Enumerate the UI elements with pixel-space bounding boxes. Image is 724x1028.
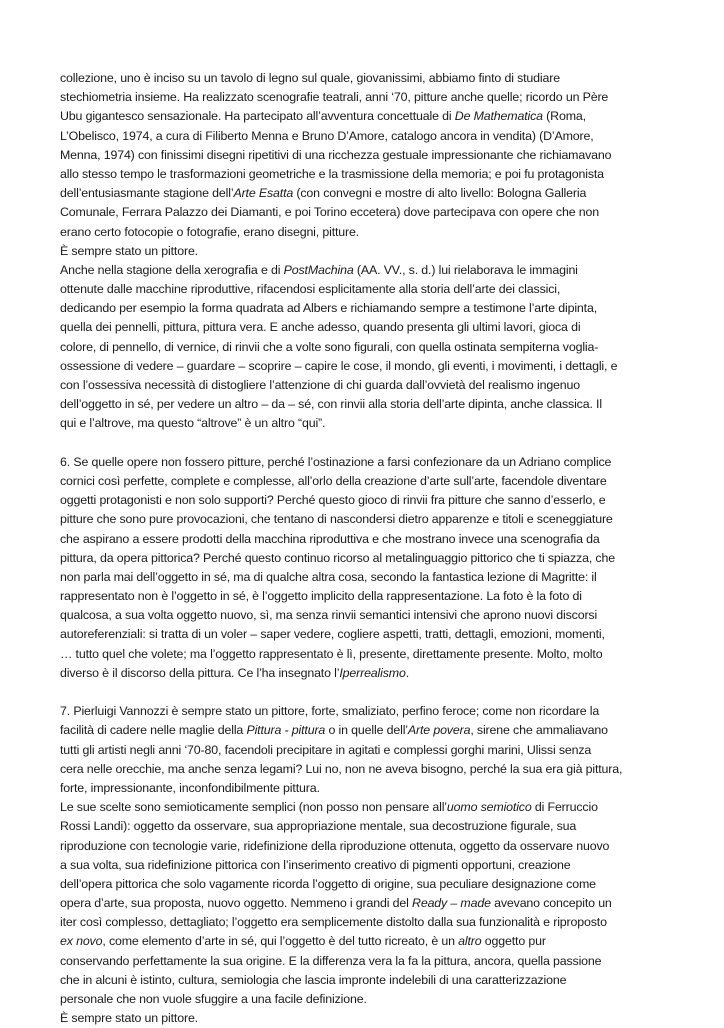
text-line — [60, 318, 710, 337]
text-line — [60, 338, 710, 357]
text-line — [60, 798, 710, 817]
text-line — [60, 184, 710, 203]
text-line — [60, 223, 710, 242]
italic-title: ex novo — [60, 934, 103, 949]
text-line — [60, 645, 710, 664]
text-run: autoreferenziali: si tratta di un voler – saper vedere, cogliere aspetti, tratti, dettagli, emozioni, momenti, — [60, 627, 605, 642]
text-run: Le sue scelte sono semioticamente semplici (non posso non pensare all’ — [60, 800, 447, 815]
text-line — [60, 606, 710, 625]
text-line — [60, 856, 710, 875]
text-run: facilità di cadere nelle maglie della — [60, 723, 247, 738]
paragraph-semiotic — [60, 798, 710, 1009]
italic-title: Arte povera — [407, 723, 471, 738]
text-run: dell’opera pittorica che solo vagamente ricorda l’oggetto di origine, sua peculiare designazione come — [60, 876, 596, 891]
text-run: Comunale, Ferrara Palazzo dei Diamanti, e poi Torino eccetera) dove partecipava con opere che non — [60, 205, 599, 220]
text-line — [60, 146, 710, 165]
text-run: opera d’arte, sua proposta, nuovo oggetto. Nemmeno i grandi del — [60, 896, 413, 911]
italic-title: uomo semiotico — [446, 800, 532, 815]
text-line — [60, 932, 710, 951]
text-run: di Ferruccio — [531, 800, 598, 815]
text-run: oggetto pur — [481, 934, 546, 949]
text-run: collezione, uno è inciso su un tavolo di legno sul quale, giovanissimi, abbiamo finto di studiare — [60, 71, 560, 85]
text-run: riproduzione con tecnologie varie, ridefinizione della riproduzione ottenuta, oggetto da osservare nuovo — [60, 838, 610, 853]
text-line — [60, 625, 710, 644]
paragraph-intro — [60, 69, 710, 242]
section-7-paragraph — [60, 702, 710, 798]
text-run: Ubu gigantesco sensazionale. Ha partecipato all’avventura concettuale di — [60, 109, 455, 124]
text-line — [60, 472, 710, 491]
text-run: ottenute dalle macchine riproduttive, rifacendosi esplicitamente alla storia dell’arte dei classici, — [60, 282, 561, 297]
text-run: avevano concepito un — [490, 896, 612, 911]
text-run: cornici così perfette, complete e complesse, all’orlo della creazione d’arte sull’arte, facendole diventare — [60, 473, 607, 488]
refrain-line: È sempre stato un pittore. — [60, 1011, 198, 1026]
text-line — [60, 568, 710, 587]
text-run: Menna, 1974) con finissimi disegni ripetitivi di una ricchezza gestuale impressionante che richiamavano — [60, 147, 612, 162]
document-page — [60, 69, 710, 1028]
text-line — [60, 395, 710, 414]
text-line — [60, 280, 710, 299]
text-line — [60, 127, 710, 146]
text-line — [60, 817, 710, 836]
text-run: cera nelle orecchie, ma anche senza legami? Lui no, non ne aveva bisogno, perché la sua era già pittura, — [60, 761, 623, 776]
paragraph-spacer — [60, 434, 710, 453]
text-line — [60, 453, 710, 472]
text-line — [60, 913, 710, 932]
text-run: (con convegni e mostre di alto livello: Bologna Galleria — [293, 186, 587, 201]
text-run: Rossi Landi): oggetto da osservare, sua appropriazione mentale, sua decostruzione figurale, sua — [60, 819, 577, 834]
text-run: (AA. VV., s. d.) lui rielaborava le immagini — [353, 262, 578, 277]
text-run: colore, di pennello, di vernice, di rinvii che a volte sono figurali, con quella ostinata sempiterna voglia- — [60, 339, 599, 354]
text-run: iter così complesso, dettagliato; l’oggetto era semplicemente distolto dalla sua funzionalità e riproposto — [60, 915, 607, 930]
text-line — [60, 203, 710, 222]
text-line — [60, 376, 710, 395]
text-line — [60, 510, 710, 529]
text-run: qualcosa, a sua volta oggetto nuovo, sì, ma senza rinvii semantici intensivi che aprono nuovi discorsi — [60, 608, 598, 623]
italic-title: Iperrealismo — [339, 665, 406, 680]
text-line — [60, 741, 710, 760]
italic-title: Ready – made — [412, 896, 491, 911]
text-run: … tutto quel che volete; ma l’oggetto rappresentato è lì, presente, direttamente presente. Molto, molto — [60, 646, 603, 661]
text-run: qui e l’altrove, ma questo “altrove” è un altro “qui”. — [60, 416, 326, 431]
text-line — [60, 491, 710, 510]
text-line — [60, 299, 710, 318]
text-run: stechiometria insieme. Ha realizzato scenografie teatrali, anni ‘70, pitture anche quelle; ricordo un Père — [60, 90, 609, 105]
text-line — [60, 779, 710, 798]
text-run: con l’ossessiva necessità di distogliere l’attenzione di chi guarda dall’ovvietà del realismo ingenuo — [60, 378, 581, 392]
text-run: 7. Pierluigi Vannozzi è sempre stato un pittore, forte, smaliziato, perfino feroce; come non ricordare la — [60, 704, 600, 719]
text-run: quella dei pennelli, pittura, pittura vera. E anche adesso, quando presenta gli ultimi lavori, gioca di — [60, 320, 581, 335]
italic-title: De Mathematica — [454, 109, 543, 124]
text-run: oggetti protagonisti e non solo supporti? Perché questo gioco di rinvii fra pitture che sanno d’esserlo, e — [60, 493, 606, 508]
text-run: conservando perfettamente la sua origine. E la differenza vera la fa la pittura, ancora, quella passione — [60, 953, 602, 968]
text-line — [60, 721, 710, 740]
section-6-paragraph — [60, 453, 710, 683]
text-run: dell’oggetto in sé, per vedere un altro – da – sé, con rinvii alla storia dell’arte dipinta, anche classica. Il — [60, 397, 602, 412]
italic-title: PostMachina — [283, 262, 354, 277]
text-line — [60, 837, 710, 856]
text-run: , come elemento d’arte in sé, qui l’oggetto è del tutto ricreato, è un — [102, 934, 459, 949]
paragraph-spacer — [60, 683, 710, 702]
text-run: . — [405, 665, 410, 680]
text-line — [60, 88, 710, 107]
text-line — [60, 664, 710, 683]
text-run: ossessione di vedere – guardare – scoprire – capire le cose, il mondo, gli eventi, i movimenti, i dettagli, e — [60, 358, 618, 373]
paragraph-postmachina — [60, 261, 710, 434]
text-run: forte, impressionante, inconfondibilmente pittura. — [60, 780, 320, 795]
italic-title: Arte Esatta — [233, 186, 294, 201]
text-run: erano certo fotocopie o fotografie, erano disegni, pitture. — [60, 224, 360, 239]
text-run: , sirene che ammaliavano — [470, 723, 608, 738]
italic-title: Pittura - pittura — [246, 723, 326, 738]
text-line — [60, 357, 710, 376]
text-line — [60, 990, 710, 1009]
text-line — [60, 894, 710, 913]
text-line — [60, 414, 710, 433]
text-line — [60, 165, 710, 184]
text-run: tutti gli artisti negli anni ‘70-80, facendoli precipitare in agitati e complessi gorghi marini, Ulissi senza — [60, 742, 592, 757]
text-run: dedicando per esempio la forma quadrata ad Albers e richiamando sempre a testimone l’arte dipinta, — [60, 301, 597, 316]
refrain-line: È sempre stato un pittore. — [60, 243, 198, 258]
text-run: diverso è il discorso della pittura. Ce l’ha insegnato l’ — [60, 665, 340, 680]
text-run: L’Obelisco, 1974, a cura di Filiberto Menna e Bruno D’Amore, catalogo ancora in vendita) (D’Amore, — [60, 128, 594, 143]
text-run: che aspirano a essere prodotti della macchina riproduttiva e che mostrano invece una scenografia da — [60, 531, 600, 546]
text-run: 6. Se quelle opere non fossero pitture, perché l’ostinazione a farsi confezionare da un Adriano complice — [60, 454, 612, 469]
text-run: dell’entusiasmante stagione dell’ — [60, 186, 234, 201]
text-run: (Roma, — [542, 109, 586, 124]
text-run: rappresentato non è l’oggetto in sé, è l’oggetto implicito della rappresentazione. La foto è la foto di — [60, 589, 582, 604]
text-run: a sua volta, sua ridefinizione pittorica con l’inserimento creativo di pigmenti opportuni, creazione — [60, 857, 571, 872]
text-run: pittura, da opera pittorica? Perché questo continuo ricorso al metalinguaggio pittorico che ti spiazza, che — [60, 550, 615, 565]
text-run: non parla mai dell’oggetto in sé, ma di qualche altra cosa, secondo la fantastica lezione di Magritte: il — [60, 569, 597, 584]
text-run: allo stesso tempo le trasformazioni geometriche e la trasmissione della memoria; e poi fu protagonista — [60, 166, 604, 181]
text-run: o in quelle dell’ — [325, 723, 408, 738]
text-line — [60, 549, 710, 568]
text-line — [60, 971, 710, 990]
text-run: che in alcuni è istinto, cultura, semiologia che lascia impronte indelebili di una caratterizzazione — [60, 972, 567, 987]
text-run: Anche nella stagione della xerografia e di — [60, 262, 284, 277]
text-run: pitture che sono pure provocazioni, che tentano di nascondersi dietro apparenze e titoli e sceneggiature — [60, 512, 613, 527]
text-line — [60, 261, 710, 280]
text-line — [60, 587, 710, 606]
text-line — [60, 530, 710, 549]
text-run: personale che non vuole sfuggire a una facile definizione. — [60, 992, 367, 1006]
text-line — [60, 702, 710, 721]
text-line — [60, 107, 710, 126]
text-line — [60, 760, 710, 779]
text-line — [60, 69, 710, 88]
text-line — [60, 875, 710, 894]
italic-title: altro — [458, 934, 482, 949]
text-line — [60, 952, 710, 971]
